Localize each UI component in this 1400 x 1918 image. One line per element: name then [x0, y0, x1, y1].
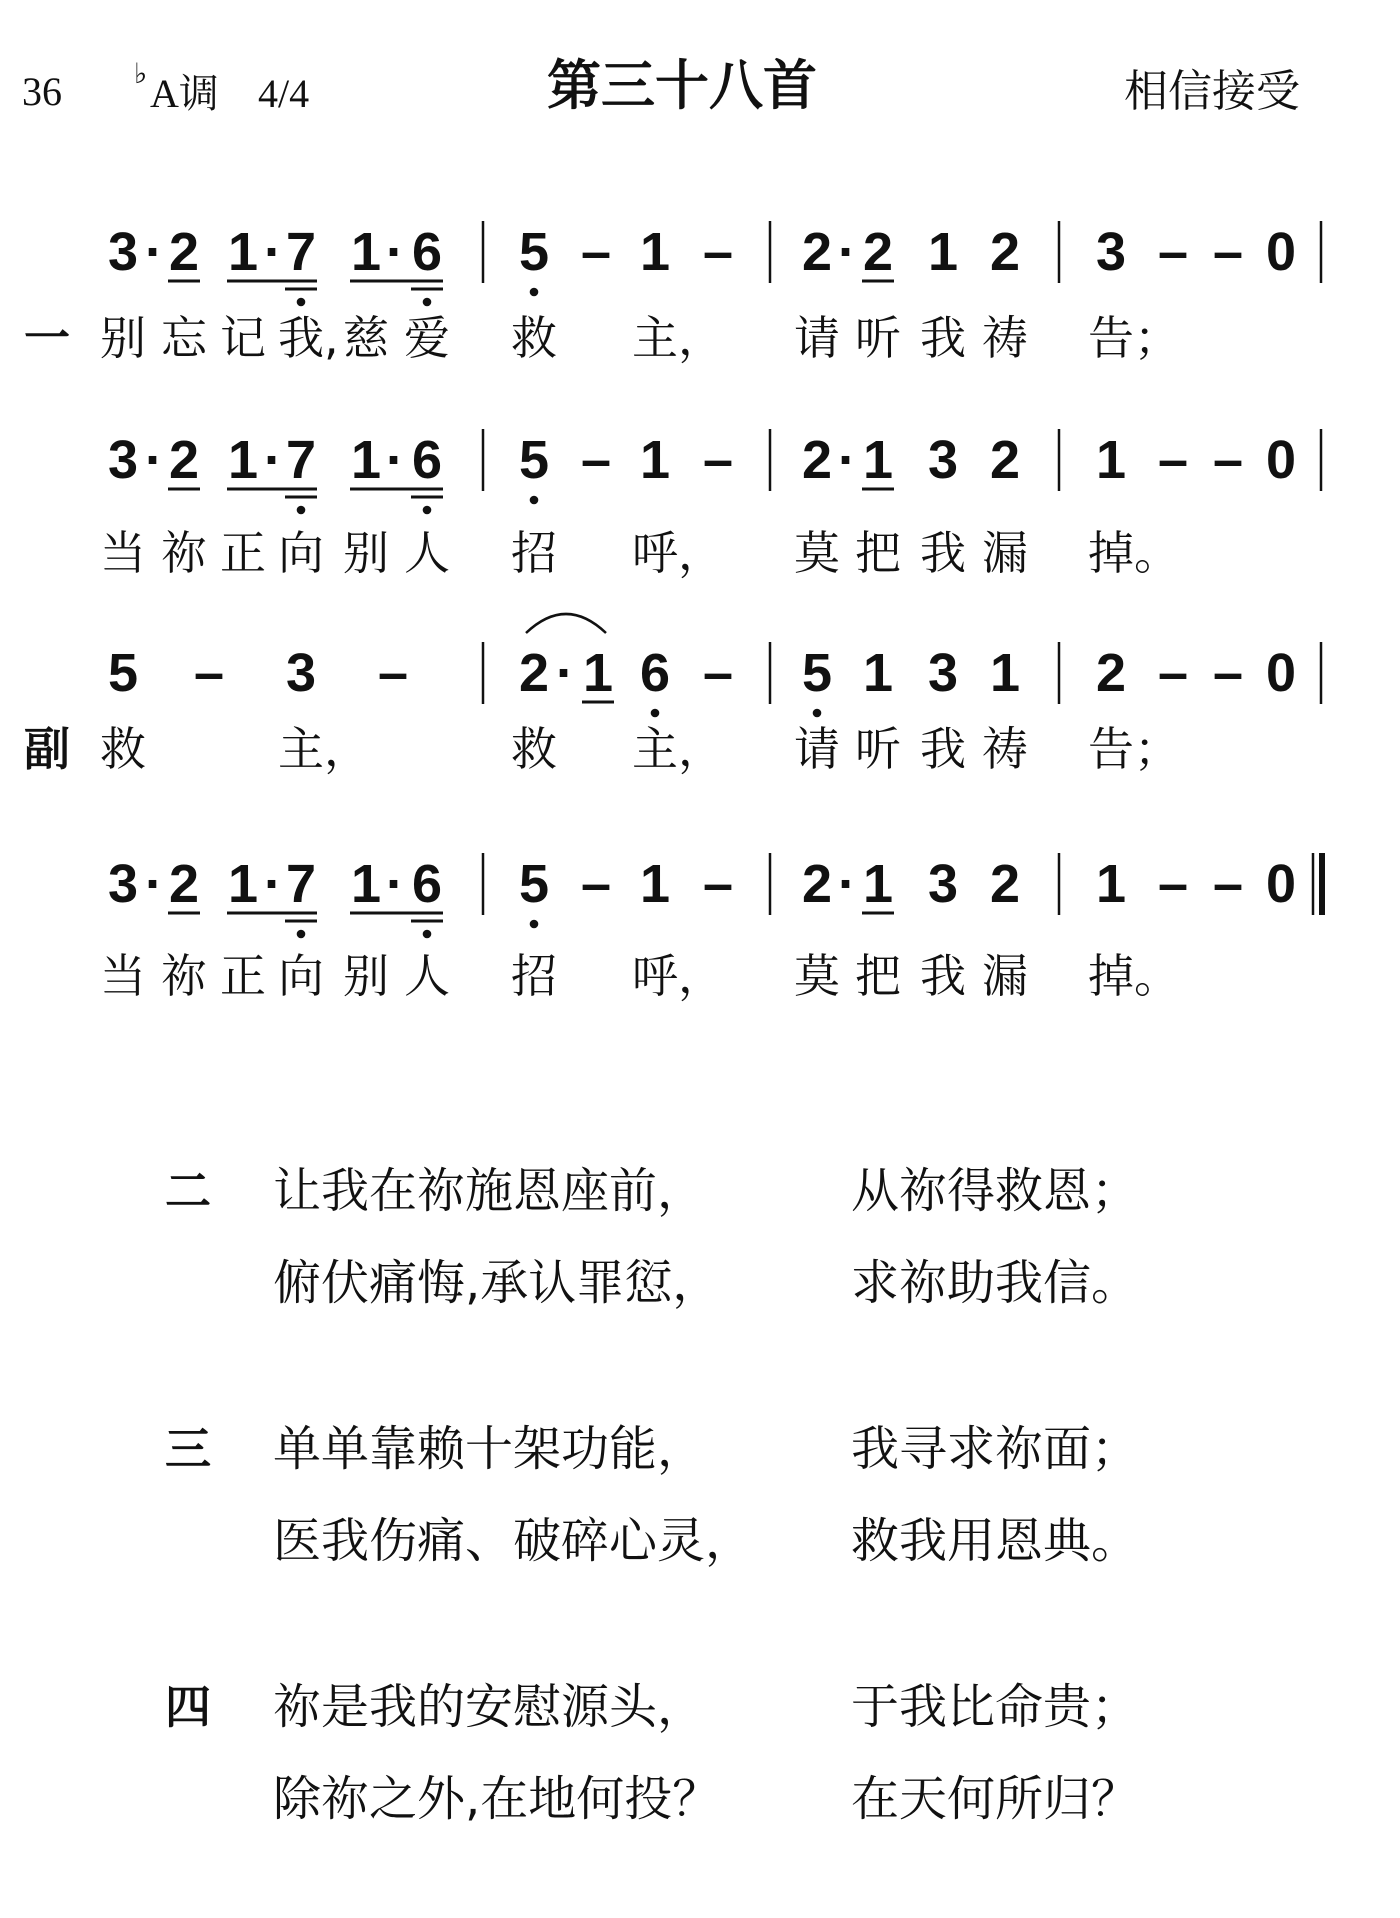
note: 3	[927, 430, 959, 490]
verse-number: 二	[165, 1164, 211, 1218]
rest: 0	[1265, 854, 1297, 914]
note: 1	[862, 854, 894, 914]
lyric-syllable: 人	[404, 526, 450, 580]
lyric-syllable: 莫	[794, 526, 840, 580]
lyric-syllable: 当	[100, 526, 146, 580]
verse-line-first-half: 除祢之外,在地何投？	[273, 1771, 721, 1827]
stanza-label: 一	[24, 311, 70, 365]
lyric-syllable: 主，	[632, 722, 724, 776]
note: 7	[285, 222, 317, 282]
augmentation-dot: ·	[838, 430, 856, 490]
verse-number: 四	[165, 1680, 211, 1734]
stanza-label: 副	[24, 722, 70, 776]
augmentation-dot: ·	[838, 854, 856, 914]
note: 1	[227, 854, 259, 914]
augmentation-dot: ·	[838, 222, 856, 282]
lyric-syllable: 救	[511, 311, 557, 365]
octave-dot-below	[297, 298, 306, 307]
augmentation-dot: ·	[386, 854, 404, 914]
lyric-syllable: 记	[220, 311, 266, 365]
note: 5	[518, 222, 550, 282]
note: 1	[582, 643, 614, 703]
note: 1	[639, 222, 671, 282]
lyric-syllable: 我	[920, 722, 966, 776]
rest: 0	[1265, 222, 1297, 282]
note: 2	[801, 430, 833, 490]
lyric-syllable: 呼，	[632, 526, 724, 580]
note: 3	[107, 430, 139, 490]
dash: –	[702, 430, 734, 490]
lyric-syllable: 我	[920, 949, 966, 1003]
dash: –	[580, 854, 612, 914]
lyric-syllable: 掉。	[1088, 526, 1180, 580]
octave-dot-below	[297, 506, 306, 515]
verse-line-first-half: 俯伏痛悔,承认罪愆，	[273, 1255, 721, 1311]
note: 6	[411, 854, 443, 914]
note: 5	[518, 430, 550, 490]
augmentation-dot: ·	[264, 854, 282, 914]
key-signature: A调	[150, 71, 219, 116]
octave-dot-below	[297, 930, 306, 939]
verse-line-first-half: 医我伤痛、破碎心灵，	[273, 1513, 754, 1569]
note: 2	[801, 854, 833, 914]
hymn-subtitle: 相信接受	[1124, 66, 1300, 117]
verse-line-second-half: 于我比命贵；	[851, 1679, 1140, 1735]
dash: –	[580, 430, 612, 490]
note: 6	[411, 430, 443, 490]
hymn-title: 第三十八首	[547, 54, 817, 117]
dash: –	[1212, 430, 1244, 490]
lyric-syllable: 听	[855, 722, 901, 776]
lyric-syllable: 主，	[278, 722, 370, 776]
note: 1	[227, 430, 259, 490]
dash: –	[1212, 222, 1244, 282]
lyric-syllable: 向	[278, 949, 324, 1003]
lyric-syllable: 正	[220, 526, 266, 580]
note: 7	[285, 854, 317, 914]
lyric-syllable: 请	[794, 311, 840, 365]
note: 2	[518, 643, 550, 703]
note: 1	[350, 854, 382, 914]
lyric-syllable: 祢	[161, 949, 207, 1003]
note: 2	[989, 430, 1021, 490]
lyric-syllable: 请	[794, 722, 840, 776]
augmentation-dot: ·	[145, 854, 163, 914]
note: 2	[168, 222, 200, 282]
note: 1	[989, 643, 1021, 703]
note: 1	[639, 854, 671, 914]
augmentation-dot: ·	[386, 222, 404, 282]
dash: –	[702, 643, 734, 703]
dash: –	[702, 854, 734, 914]
dash: –	[1157, 643, 1189, 703]
note: 1	[350, 222, 382, 282]
dash: –	[1157, 854, 1189, 914]
time-signature: 4/4	[258, 71, 310, 116]
note: 5	[518, 854, 550, 914]
verse-line-first-half: 祢是我的安慰源头，	[273, 1679, 706, 1735]
lyric-syllable: 别	[343, 526, 389, 580]
lyric-syllable: 招	[511, 949, 557, 1003]
lyric-syllable: 救	[100, 722, 146, 776]
augmentation-dot: ·	[556, 643, 574, 703]
note: 2	[168, 430, 200, 490]
lyric-syllable: 祷	[982, 722, 1028, 776]
lyric-syllable: 漏	[982, 526, 1028, 580]
lyric-syllable: 正	[220, 949, 266, 1003]
lyric-syllable: 告；	[1088, 311, 1180, 365]
note: 1	[639, 430, 671, 490]
lyric-syllable: 告；	[1088, 722, 1180, 776]
lyric-syllable: 我,	[278, 311, 339, 365]
augmentation-dot: ·	[145, 430, 163, 490]
note: 2	[801, 222, 833, 282]
octave-dot-below	[530, 496, 539, 505]
rest: 0	[1265, 430, 1297, 490]
octave-dot-below	[530, 288, 539, 297]
note: 1	[862, 430, 894, 490]
octave-dot-below	[423, 506, 432, 515]
lyric-syllable: 人	[404, 949, 450, 1003]
octave-dot-below	[423, 930, 432, 939]
lyric-syllable: 听	[855, 311, 901, 365]
octave-dot-below	[651, 709, 660, 718]
flat-sign: ♭	[134, 57, 148, 90]
note: 3	[1095, 222, 1127, 282]
lyric-syllable: 我	[920, 311, 966, 365]
lyric-syllable: 主，	[632, 311, 724, 365]
note: 2	[862, 222, 894, 282]
augmentation-dot: ·	[264, 222, 282, 282]
verse-line-second-half: 救我用恩典。	[851, 1513, 1140, 1569]
lyric-syllable: 别	[343, 949, 389, 1003]
rest: 0	[1265, 643, 1297, 703]
note: 3	[285, 643, 317, 703]
note: 3	[107, 854, 139, 914]
lyric-syllable: 我	[920, 526, 966, 580]
lyric-syllable: 把	[855, 949, 901, 1003]
lyric-syllable: 莫	[794, 949, 840, 1003]
octave-dot-below	[530, 920, 539, 929]
note: 7	[285, 430, 317, 490]
verse-line-second-half: 求祢助我信。	[851, 1255, 1140, 1311]
note: 1	[1095, 854, 1127, 914]
note: 1	[927, 222, 959, 282]
note: 6	[639, 643, 671, 703]
lyric-syllable: 招	[511, 526, 557, 580]
note: 1	[1095, 430, 1127, 490]
lyric-syllable: 当	[100, 949, 146, 1003]
note: 5	[107, 643, 139, 703]
verse-line-second-half: 我寻求祢面；	[851, 1421, 1140, 1477]
verse-line-second-half: 从祢得救恩；	[851, 1163, 1140, 1219]
note: 2	[989, 222, 1021, 282]
note: 2	[1095, 643, 1127, 703]
lyric-syllable: 向	[278, 526, 324, 580]
lyric-syllable: 爱	[404, 311, 450, 365]
lyric-syllable: 慈	[343, 311, 389, 365]
note: 1	[862, 643, 894, 703]
lyric-syllable: 救	[511, 722, 557, 776]
augmentation-dot: ·	[386, 430, 404, 490]
lyric-syllable: 忘	[161, 311, 207, 365]
verse-line-second-half: 在天何所归？	[851, 1771, 1140, 1827]
note: 5	[801, 643, 833, 703]
verse-line-first-half: 让我在祢施恩座前，	[273, 1163, 706, 1219]
dash: –	[377, 643, 409, 703]
lyric-syllable: 漏	[982, 949, 1028, 1003]
augmentation-dot: ·	[145, 222, 163, 282]
note: 6	[411, 222, 443, 282]
lyric-syllable: 把	[855, 526, 901, 580]
augmentation-dot: ·	[264, 430, 282, 490]
lyric-syllable: 祷	[982, 311, 1028, 365]
slur-arc	[526, 614, 606, 633]
note: 2	[168, 854, 200, 914]
octave-dot-below	[423, 298, 432, 307]
octave-dot-below	[813, 709, 822, 718]
lyric-syllable: 别	[100, 311, 146, 365]
dash: –	[1157, 430, 1189, 490]
note: 3	[107, 222, 139, 282]
dash: –	[193, 643, 225, 703]
note: 1	[227, 222, 259, 282]
verse-number: 三	[165, 1422, 211, 1476]
dash: –	[1212, 643, 1244, 703]
dash: –	[702, 222, 734, 282]
note: 1	[350, 430, 382, 490]
lyric-syllable: 掉。	[1088, 949, 1180, 1003]
page-number: 36	[22, 69, 62, 114]
dash: –	[1212, 854, 1244, 914]
lyric-syllable: 祢	[161, 526, 207, 580]
note: 3	[927, 643, 959, 703]
dash: –	[1157, 222, 1189, 282]
dash: –	[580, 222, 612, 282]
verse-line-first-half: 单单靠赖十架功能，	[273, 1421, 706, 1477]
note: 2	[989, 854, 1021, 914]
lyric-syllable: 呼，	[632, 949, 724, 1003]
note: 3	[927, 854, 959, 914]
